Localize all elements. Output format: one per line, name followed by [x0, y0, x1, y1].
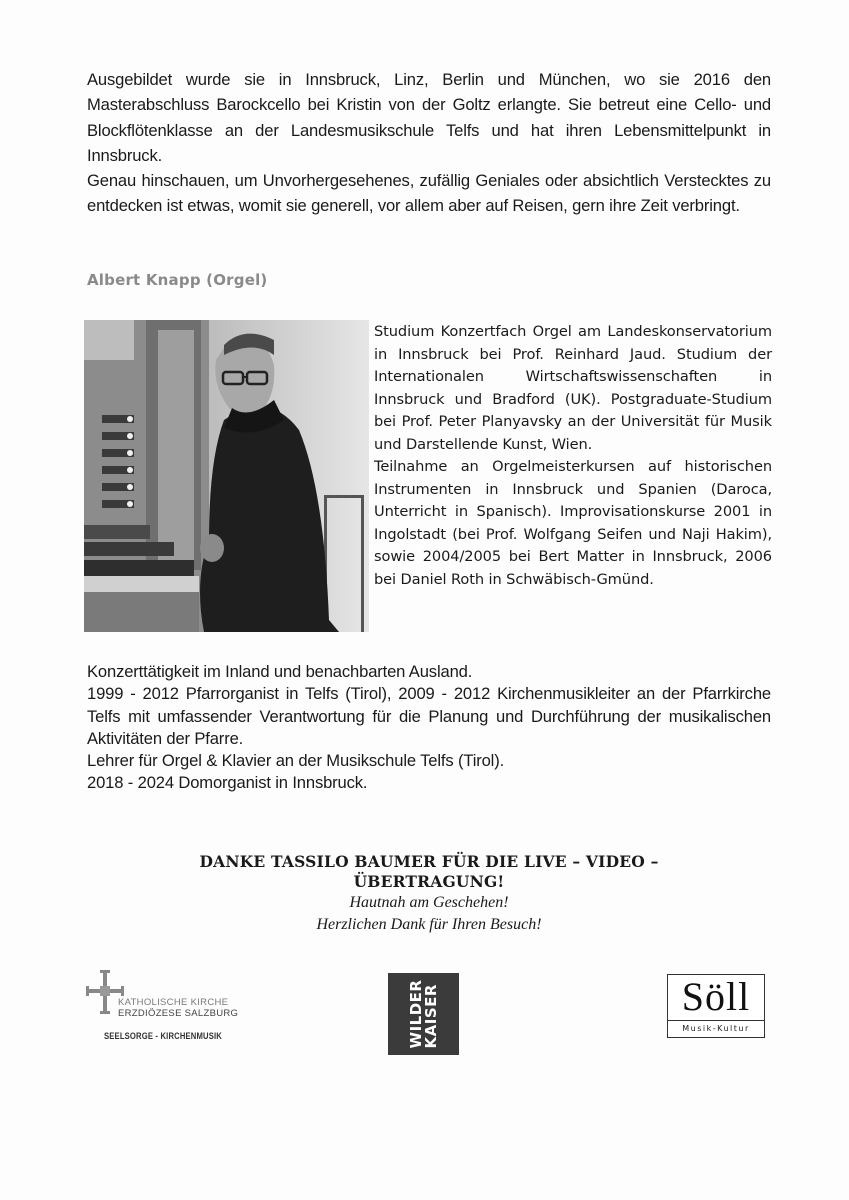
kirche-department: SEELSORGE - KIRCHENMUSIK [104, 1031, 222, 1041]
bio-paragraph: 2018 - 2024 Domorganist in Innsbruck. [87, 773, 368, 793]
kirche-line2: ERZDIÖZESE SALZBURG [118, 1008, 239, 1019]
thanks-tagline: Hautnah am Geschehen! [349, 894, 509, 911]
thanks-headline: DANKE TASSILO BAUMER FÜR DIE LIVE – VIDEO – [199, 852, 659, 871]
logo-wilder-kaiser [388, 973, 459, 1055]
wilder-kaiser-wordmark [406, 979, 440, 1049]
logo-soell-musik-kultur [667, 974, 765, 1038]
bio-paragraph: Konzerttätigkeit im Inland und benachbarten Ausland. [87, 662, 473, 681]
bio-paragraph: Studium Konzertfach Orgel am Landeskonservatorium in Innsbruck bei Prof. Reinhard Jaud. Studium der Internationalen Wirtschaftswissenschaften in Innsbruck und Bradford (UK). Postgraduate-Studium bei Prof. Peter Planyavsky an der Universität für Musik und Darstellende Kunst, Wien. [374, 323, 772, 453]
intro-text [87, 67, 771, 219]
bio-paragraph: Lehrer für Orgel & Klavier an der Musikschule Telfs (Tirol). [87, 751, 505, 771]
bio-paragraph: Teilnahme an Orgelmeisterkursen auf historischen Instrumenten in Innsbruck und Spanien (Daroca, Unterricht in Spanisch). Improvisationskurse 2001 in Ingolstadt (bei Prof. Wolfgang Seifen und Naji Hakim), sowie 2004/2005 bei Bert Matter in Innsbruck, 2006 bei Daniel Roth in Schwäbisch-Gmünd. [374, 458, 772, 588]
thanks-message: Herzlichen Dank für Ihren Besuch! [316, 916, 542, 933]
soell-subtitle: Musik-Kultur [668, 1020, 764, 1033]
bio-paragraph: 1999 - 2012 Pfarrorganist in Telfs (Tirol), 2009 - 2012 Kirchenmusikleiter an der Pfarrkirche Telfs mit umfassender Verantwortung für die Planung und Durchführung der musikalischen Aktivitäten der Pfarre. [87, 684, 771, 748]
kirche-line1: KATHOLISCHE KIRCHE [118, 997, 229, 1008]
soell-wordmark: Söll [681, 974, 751, 1019]
intro-paragraph: Genau hinschauen, um Unvorhergesehenes, zufällig Geniales oder absichtlich Verstecktes zu entdecken ist etwas, womit sie generell, vor allem aber auf Reisen, gern ihre Zeit verbringt. [87, 171, 771, 216]
wilder-line2: KAISER [421, 984, 440, 1049]
thanks-block [87, 852, 771, 936]
kirche-name [118, 997, 238, 1019]
portrait-image [84, 320, 369, 632]
intro-paragraph: Ausgebildet wurde sie in Innsbruck, Linz, Berlin und München, wo sie 2016 den Masterabschluss Barockcello bei Kristin von der Goltz erlangte. Sie betreut eine Cello- und Blockflötenklasse an der Landesmusikschule Telfs und hat ihren Lebensmittelpunkt in Innsbruck. [87, 70, 771, 165]
thanks-headline-cont: ÜBERTRAGUNG! [353, 872, 505, 891]
bio-bottom-text [87, 661, 771, 795]
logo-katholische-kirche [86, 970, 286, 1050]
portrait-photo [84, 320, 369, 632]
section-heading: Albert Knapp (Orgel) [87, 271, 268, 289]
bio-side-text [374, 321, 772, 591]
wilder-line1: WILDER [406, 979, 425, 1049]
